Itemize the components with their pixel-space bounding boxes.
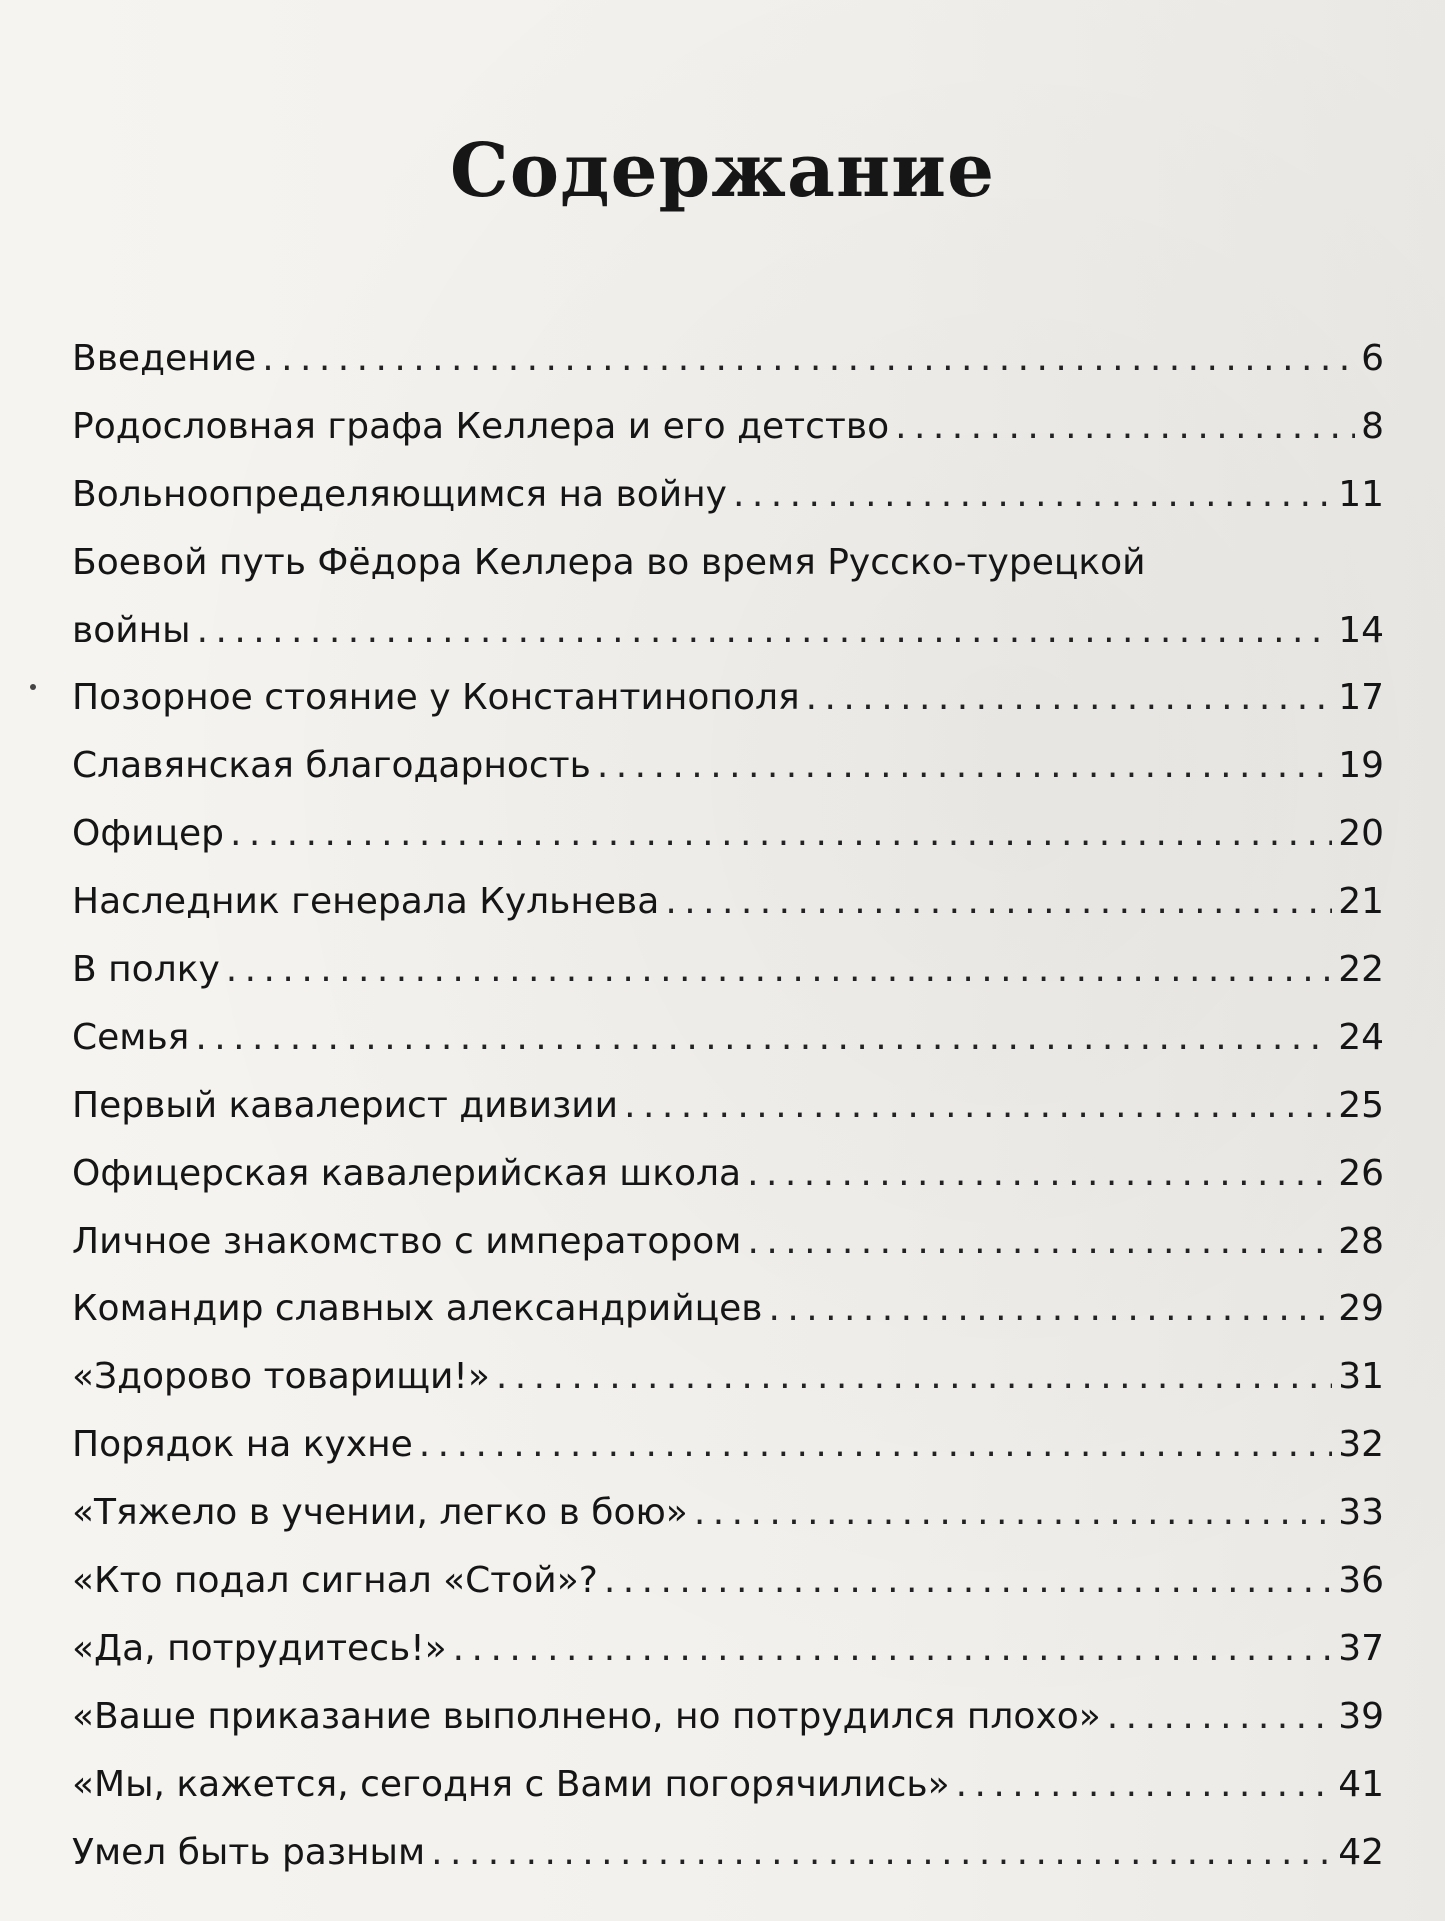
dot-leader xyxy=(694,1479,1332,1547)
toc-entry xyxy=(72,800,1384,868)
dot-leader xyxy=(419,1411,1332,1479)
toc-entry-title: «Кто подал сигнал «Стой»? xyxy=(72,1560,598,1602)
toc-entry-page: 19 xyxy=(1338,745,1384,787)
toc-entry-title: войны xyxy=(72,609,191,651)
toc-entry-page: 6 xyxy=(1361,338,1384,379)
dot-leader xyxy=(226,936,1332,1004)
toc-entry-title: «Да, потрудитесь!» xyxy=(72,1627,447,1669)
toc-entry xyxy=(72,1343,1384,1411)
toc-entry-title: «Ваше приказание выполнено, но потрудился плохо» xyxy=(72,1695,1101,1737)
dot-leader xyxy=(197,597,1333,665)
toc-entry-page: 39 xyxy=(1338,1695,1384,1737)
toc-entry-title: Позорное стояние у Константинополя xyxy=(72,677,800,719)
dot-leader xyxy=(733,461,1332,529)
toc-entry xyxy=(72,1751,1384,1819)
dot-leader xyxy=(747,1208,1332,1276)
toc-entry xyxy=(72,1615,1384,1683)
toc-entry-title: Первый кавалерист дивизии xyxy=(72,1084,619,1126)
toc-entry-title: «Мы, кажется, сегодня с Вами погорячились» xyxy=(72,1763,950,1805)
toc-entry-page: 11 xyxy=(1338,473,1384,515)
toc-entry-page: 41 xyxy=(1338,1763,1384,1805)
toc-entry-title: Славянская благодарность xyxy=(72,745,591,787)
toc-entry-title: Порядок на кухне xyxy=(72,1424,413,1466)
toc-entry xyxy=(72,1208,1384,1276)
dot-leader xyxy=(956,1751,1333,1819)
toc-entry-page: 26 xyxy=(1338,1152,1384,1194)
toc-entry-title: Родословная графа Келлера и его детство xyxy=(72,405,890,447)
toc-entry xyxy=(72,393,1384,461)
toc-entry-page: 14 xyxy=(1338,609,1384,651)
toc-entry-page: 8 xyxy=(1361,405,1384,447)
toc-entry xyxy=(72,732,1384,800)
toc-entry xyxy=(72,1411,1384,1479)
dot-leader xyxy=(665,868,1332,936)
dot-leader xyxy=(806,664,1333,732)
toc-entry xyxy=(72,1819,1384,1887)
toc-entry xyxy=(72,1275,1384,1343)
dot-leader xyxy=(1107,1683,1332,1751)
toc-entry xyxy=(72,529,1384,665)
toc-entry xyxy=(72,1072,1384,1140)
toc-entry xyxy=(72,325,1384,393)
dot-leader xyxy=(262,325,1355,393)
toc-entry-title: «Здорово товарищи!» xyxy=(72,1356,490,1398)
dot-leader xyxy=(431,1819,1332,1887)
toc-entry-page: 17 xyxy=(1338,677,1384,719)
page-title: Содержание xyxy=(449,128,996,214)
toc-entry xyxy=(72,868,1384,936)
toc-entry-page: 33 xyxy=(1338,1492,1384,1534)
toc-entry-page: 31 xyxy=(1338,1356,1384,1398)
toc-entry-page: 20 xyxy=(1338,813,1384,855)
dot-leader xyxy=(453,1615,1333,1683)
toc-entry-page: 32 xyxy=(1338,1424,1384,1466)
dot-leader xyxy=(747,1140,1332,1208)
toc-entry-title: Командир славных александрийцев xyxy=(72,1288,763,1330)
toc-entry-title: Офицер xyxy=(72,813,225,855)
toc-entry xyxy=(72,1683,1384,1751)
toc-entry-title: Семья xyxy=(72,1016,190,1058)
toc-entry xyxy=(72,1140,1384,1208)
dot-leader xyxy=(604,1547,1332,1615)
toc-entry xyxy=(72,1547,1384,1615)
toc-entry-title: Офицерская кавалерийская школа xyxy=(72,1152,742,1194)
toc-entry-title: Наследник генерала Кульнева xyxy=(72,881,660,923)
toc-entry-title: В полку xyxy=(72,949,220,991)
toc-entry-page: 28 xyxy=(1338,1220,1384,1262)
toc-entry-page: 36 xyxy=(1338,1560,1384,1602)
toc-entry-page: 25 xyxy=(1338,1084,1384,1126)
dot-leader xyxy=(597,732,1332,800)
toc-entry-title: Введение xyxy=(72,338,257,379)
toc-entry-title-line1: Боевой путь Фёдора Келлера во время Русско-турецкой xyxy=(72,541,1146,583)
table-of-contents xyxy=(72,325,1384,1887)
toc-entry-page: 21 xyxy=(1338,881,1384,923)
dot-leader xyxy=(895,393,1355,461)
toc-entry-page: 37 xyxy=(1338,1627,1384,1669)
dot-leader xyxy=(195,1004,1332,1072)
toc-entry xyxy=(72,461,1384,529)
toc-entry-page: 24 xyxy=(1338,1016,1384,1058)
toc-entry-page: 42 xyxy=(1338,1831,1384,1873)
toc-entry-title: Вольноопределяющимся на войну xyxy=(72,473,727,515)
toc-entry-page: 22 xyxy=(1338,949,1384,991)
dot-leader xyxy=(230,800,1332,868)
toc-entry xyxy=(72,664,1384,732)
dot-leader xyxy=(496,1343,1332,1411)
margin-dot xyxy=(30,684,36,690)
dot-leader xyxy=(768,1275,1332,1343)
toc-entry xyxy=(72,1479,1384,1547)
toc-entry-title: Личное знакомство с императором xyxy=(72,1220,742,1262)
toc-entry-title: «Тяжело в учении, легко в бою» xyxy=(72,1492,688,1534)
dot-leader xyxy=(624,1072,1332,1140)
toc-entry xyxy=(72,936,1384,1004)
toc-entry xyxy=(72,1004,1384,1072)
toc-entry-title: Умел быть разным xyxy=(72,1831,426,1873)
toc-entry-page: 29 xyxy=(1338,1288,1384,1330)
